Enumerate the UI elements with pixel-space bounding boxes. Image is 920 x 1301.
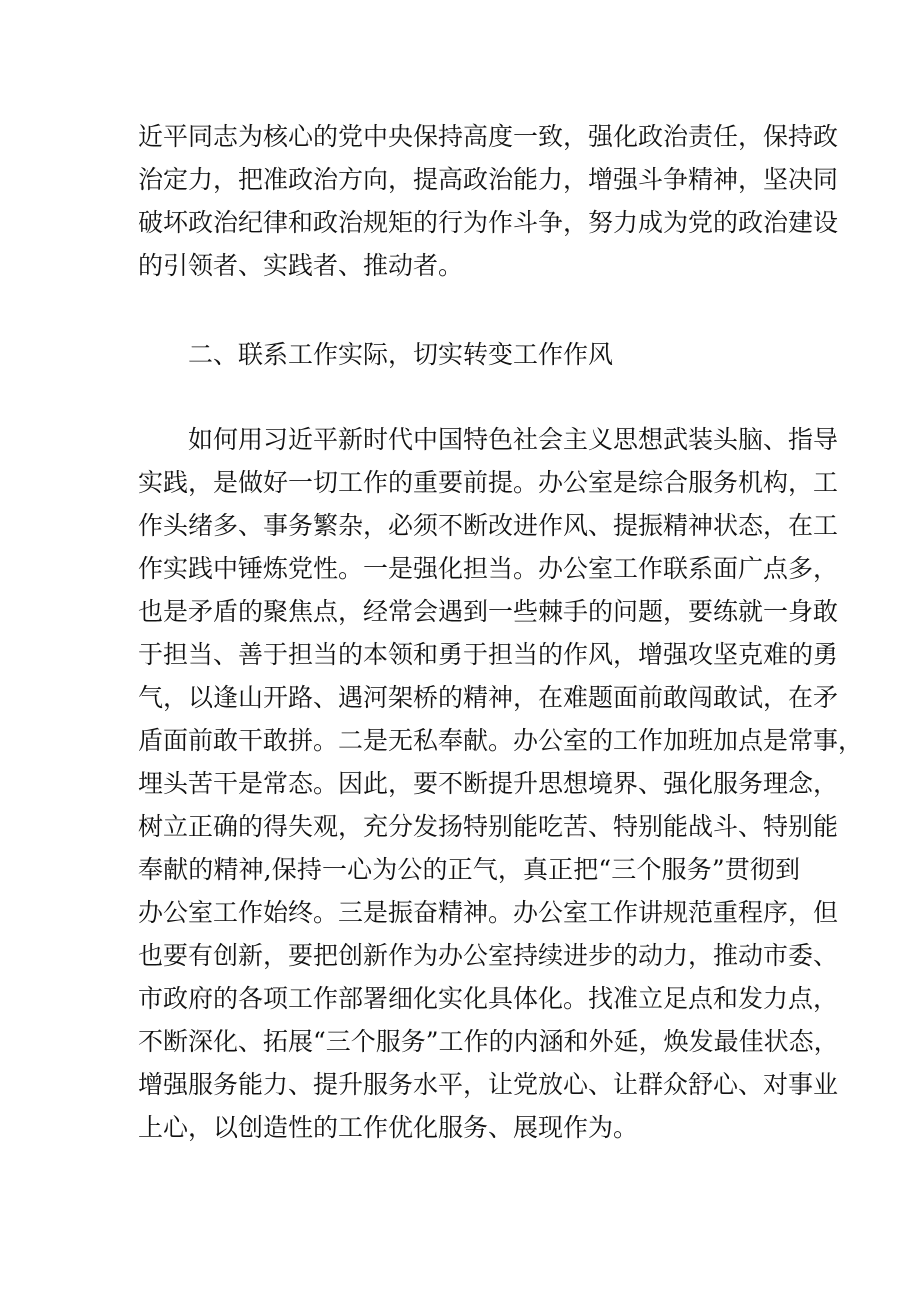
paragraph-line: 作头绪多、事务繁杂，必须不断改进作风、提振精神状态，在工 — [138, 511, 839, 540]
paragraph-line: 埋头苦干是常态。因此，要不断提升思想境界、强化服务理念， — [138, 769, 839, 798]
paragraph-line: 气，以逢山开路、遇河架桥的精神，在难题面前敢闯敢试，在矛 — [138, 683, 839, 712]
paragraph-1 — [138, 115, 839, 287]
paragraph-line: 破坏政治纪律和政治规矩的行为作斗争，努力成为党的政治建设 — [138, 208, 839, 237]
paragraph-line: 上心，以创造性的工作优化服务、展现作为。 — [138, 1113, 639, 1142]
paragraph-line: 作实践中锤炼党性。一是强化担当。办公室工作联系面广点多， — [138, 554, 839, 583]
paragraph-line: 于担当、善于担当的本领和勇于担当的作风，增强攻坚克难的勇 — [138, 640, 839, 669]
paragraph-line: 树立正确的得失观，充分发扬特别能吃苦、特别能战斗、特别能 — [138, 812, 839, 841]
section-heading — [188, 333, 800, 376]
paragraph-line: 增强服务能力、提升服务水平，让党放心、让群众舒心、对事业 — [138, 1070, 839, 1099]
paragraph-line: 如何用习近平新时代中国特色社会主义思想武装头脑、指导 — [188, 425, 839, 454]
paragraph-line: 近平同志为核心的党中央保持高度一致，强化政治责任，保持政 — [138, 122, 839, 151]
paragraph-line: 盾面前敢干敢拼。二是无私奉献。办公室的工作加班加点是常事， — [138, 726, 864, 755]
paragraph-line: 奉献的精神,保持一心为公的正气，真正把“三个服务”贯彻到 — [138, 855, 800, 884]
paragraph-line: 办公室工作始终。三是振奋精神。办公室工作讲规范重程序，但 — [138, 898, 839, 927]
paragraph-line: 实践，是做好一切工作的重要前提。办公室是综合服务机构，工 — [138, 468, 839, 497]
paragraph-line: 也要有创新，要把创新作为办公室持续进步的动力，推动市委、 — [138, 941, 839, 970]
paragraph-line: 的引领者、实践者、推动者。 — [138, 251, 464, 280]
paragraph-line: 市政府的各项工作部署细化实化具体化。找准立足点和发力点， — [138, 984, 839, 1013]
paragraph-line: 治定力，把准政治方向，提高政治能力，增强斗争精神，坚决同 — [138, 165, 839, 194]
paragraph-2 — [138, 418, 864, 1149]
paragraph-line: 也是矛盾的聚焦点，经常会遇到一些棘手的问题，要练就一身敢 — [138, 597, 839, 626]
section-heading-text: 二、联系工作实际，切实转变工作作风 — [188, 340, 614, 369]
paragraph-line: 不断深化、拓展“三个服务”工作的内涵和外延，焕发最佳状态， — [138, 1027, 839, 1056]
